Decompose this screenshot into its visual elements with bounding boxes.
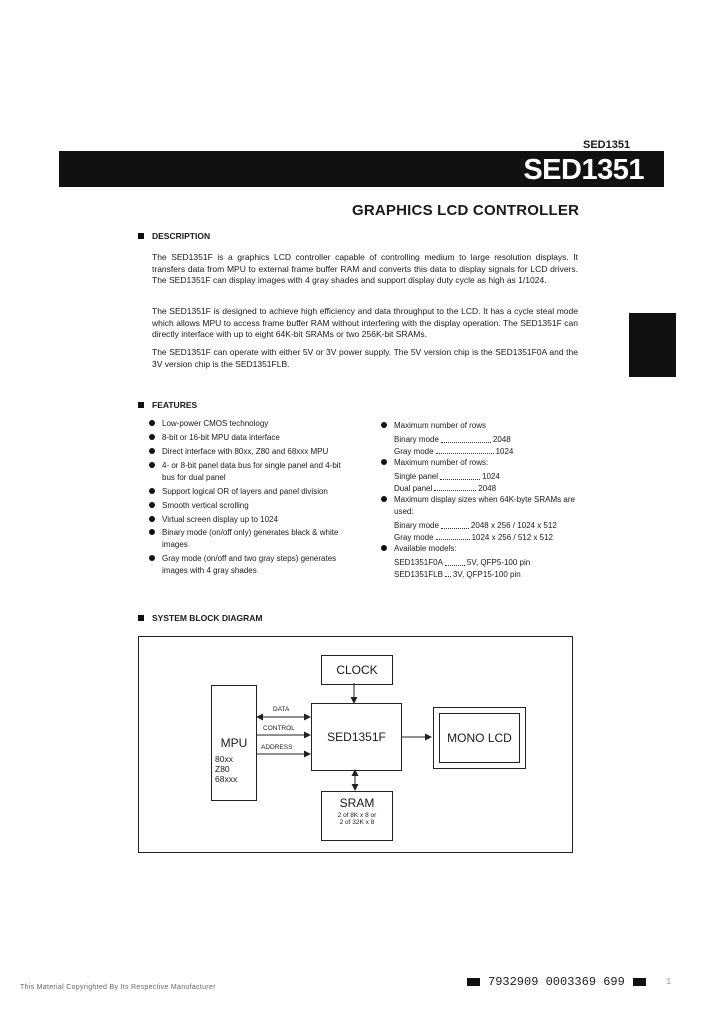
description-paragraph-2: The SED1351F is designed to achieve high efficiency and data throughput to the LCD. It has a cycle steal mode which allows MPU to access frame buffer RAM without interfering with the display operation. The SED1351F can directly interface with up to eight 64K-bit SRAMs or two 256K-bit SRAMs. — [152, 306, 578, 340]
spec-row: SED1351FLB 3V, QFP15-100 pin — [394, 569, 521, 579]
bullet-square-icon — [138, 402, 144, 408]
description-paragraph-3: The SED1351F can operate with either 5V or 3V power supply. The 5V version chip is the SED1351F0A and the 3V version chip is the SED1351FLB. — [152, 347, 578, 369]
control-signal-label: CONTROL — [263, 725, 295, 732]
clock-box: CLOCK — [321, 655, 393, 685]
block-diagram-heading: SYSTEM BLOCK DIAGRAM — [138, 613, 263, 623]
mpu-type: 68xxx — [215, 774, 238, 784]
feature-item: 4- or 8-bit panel data bus for single panel and 4-bit bus for dual panel — [148, 460, 348, 483]
feature-item: Binary mode (on/off only) generates black & white images — [148, 527, 348, 550]
bullet-dot-icon — [149, 529, 155, 535]
feature-item: Maximum number of rows — [380, 420, 590, 432]
feature-item: Virtual screen display up to 1024 — [148, 514, 348, 526]
bullet-dot-icon — [381, 545, 387, 551]
features-left-list — [148, 418, 348, 579]
lcd-outer-box — [433, 707, 526, 769]
address-signal-label: ADDRESS — [261, 744, 293, 751]
bullet-dot-icon — [149, 462, 155, 468]
features-heading: FEATURES — [138, 400, 197, 410]
page-subtitle: GRAPHICS LCD CONTROLLER — [352, 202, 580, 219]
feature-item: 8-bit or 16-bit MPU data interface — [148, 432, 348, 444]
bullet-dot-icon — [149, 420, 155, 426]
feature-item: Support logical OR of layers and panel division — [148, 486, 348, 498]
barcode-footer — [467, 975, 671, 989]
data-signal-label: DATA — [273, 706, 290, 713]
sram-label: SRAM — [339, 796, 375, 810]
feature-item: Gray mode (on/off and two gray steps) generates images with 4 gray shades — [148, 553, 348, 576]
spec-row: Single panel 1024 — [394, 472, 500, 482]
bullet-dot-icon — [381, 496, 387, 502]
bullet-dot-icon — [149, 516, 155, 522]
bullet-dot-icon — [381, 459, 387, 465]
sram-note: 2 of 8K x 8 or — [337, 812, 377, 819]
spec-row: Dual panel 2048 — [394, 483, 497, 493]
bullet-dot-icon — [381, 422, 387, 428]
page-title: SED1351 — [523, 154, 644, 186]
description-heading: DESCRIPTION — [138, 231, 210, 241]
features-right-list — [380, 420, 590, 580]
spec-row: Gray mode 1024 — [394, 446, 514, 456]
footer-square-icon — [467, 978, 480, 986]
footer-mark: 1 — [665, 977, 672, 987]
feature-item: Low-power CMOS technology — [148, 418, 348, 430]
doc-code: SED1351 — [583, 139, 631, 151]
sram-note: 2 of 32K x 8 — [339, 819, 375, 826]
mpu-type: 80xx — [215, 754, 233, 764]
bullet-dot-icon — [149, 434, 155, 440]
feature-item: Direct interface with 80xx, Z80 and 68xxx MPU — [148, 446, 348, 458]
bullet-dot-icon — [149, 555, 155, 561]
footer-code: 7932909 0003369 699 — [488, 975, 625, 989]
spec-row: Binary mode 2048 — [394, 434, 511, 444]
description-paragraph-1: The SED1351F is a graphics LCD controller capable of controlling medium to large resolution displays. It transfers data from MPU to external frame buffer RAM and converts this data to display signals for LCD drivers. The SED1351F can display images with 4 gray shades and support display duty cycle as high as 1/1024. — [152, 252, 578, 286]
feature-item: Maximum number of rows: — [380, 457, 590, 469]
mpu-type: Z80 — [215, 764, 230, 774]
copyright-footer: This Material Copyrighted By Its Respective Manufacturer — [20, 984, 216, 991]
spec-row: Gray mode 1024 x 256 / 512 x 512 — [394, 532, 553, 542]
bullet-square-icon — [138, 615, 144, 621]
block-diagram — [138, 636, 573, 853]
side-tab-marker — [629, 313, 676, 377]
spec-row: SED1351F0A 5V, QFP5-100 pin — [394, 558, 531, 568]
footer-square-icon — [633, 978, 646, 986]
feature-item: Available models: — [380, 543, 590, 555]
bullet-square-icon — [138, 233, 144, 239]
mpu-label: MPU — [220, 736, 248, 750]
spec-row: Binary mode 2048 x 256 / 1024 x 512 — [394, 520, 557, 530]
controller-box: SED1351F — [311, 703, 402, 771]
feature-item: Maximum display sizes when 64K-byte SRAMs are used: — [380, 494, 590, 517]
mpu-box — [211, 685, 257, 801]
bullet-dot-icon — [149, 488, 155, 494]
bullet-dot-icon — [149, 502, 155, 508]
feature-item: Smooth vertical scrolling — [148, 500, 348, 512]
lcd-inner-box: MONO LCD — [439, 713, 520, 763]
sram-box — [321, 791, 393, 841]
bullet-dot-icon — [149, 448, 155, 454]
